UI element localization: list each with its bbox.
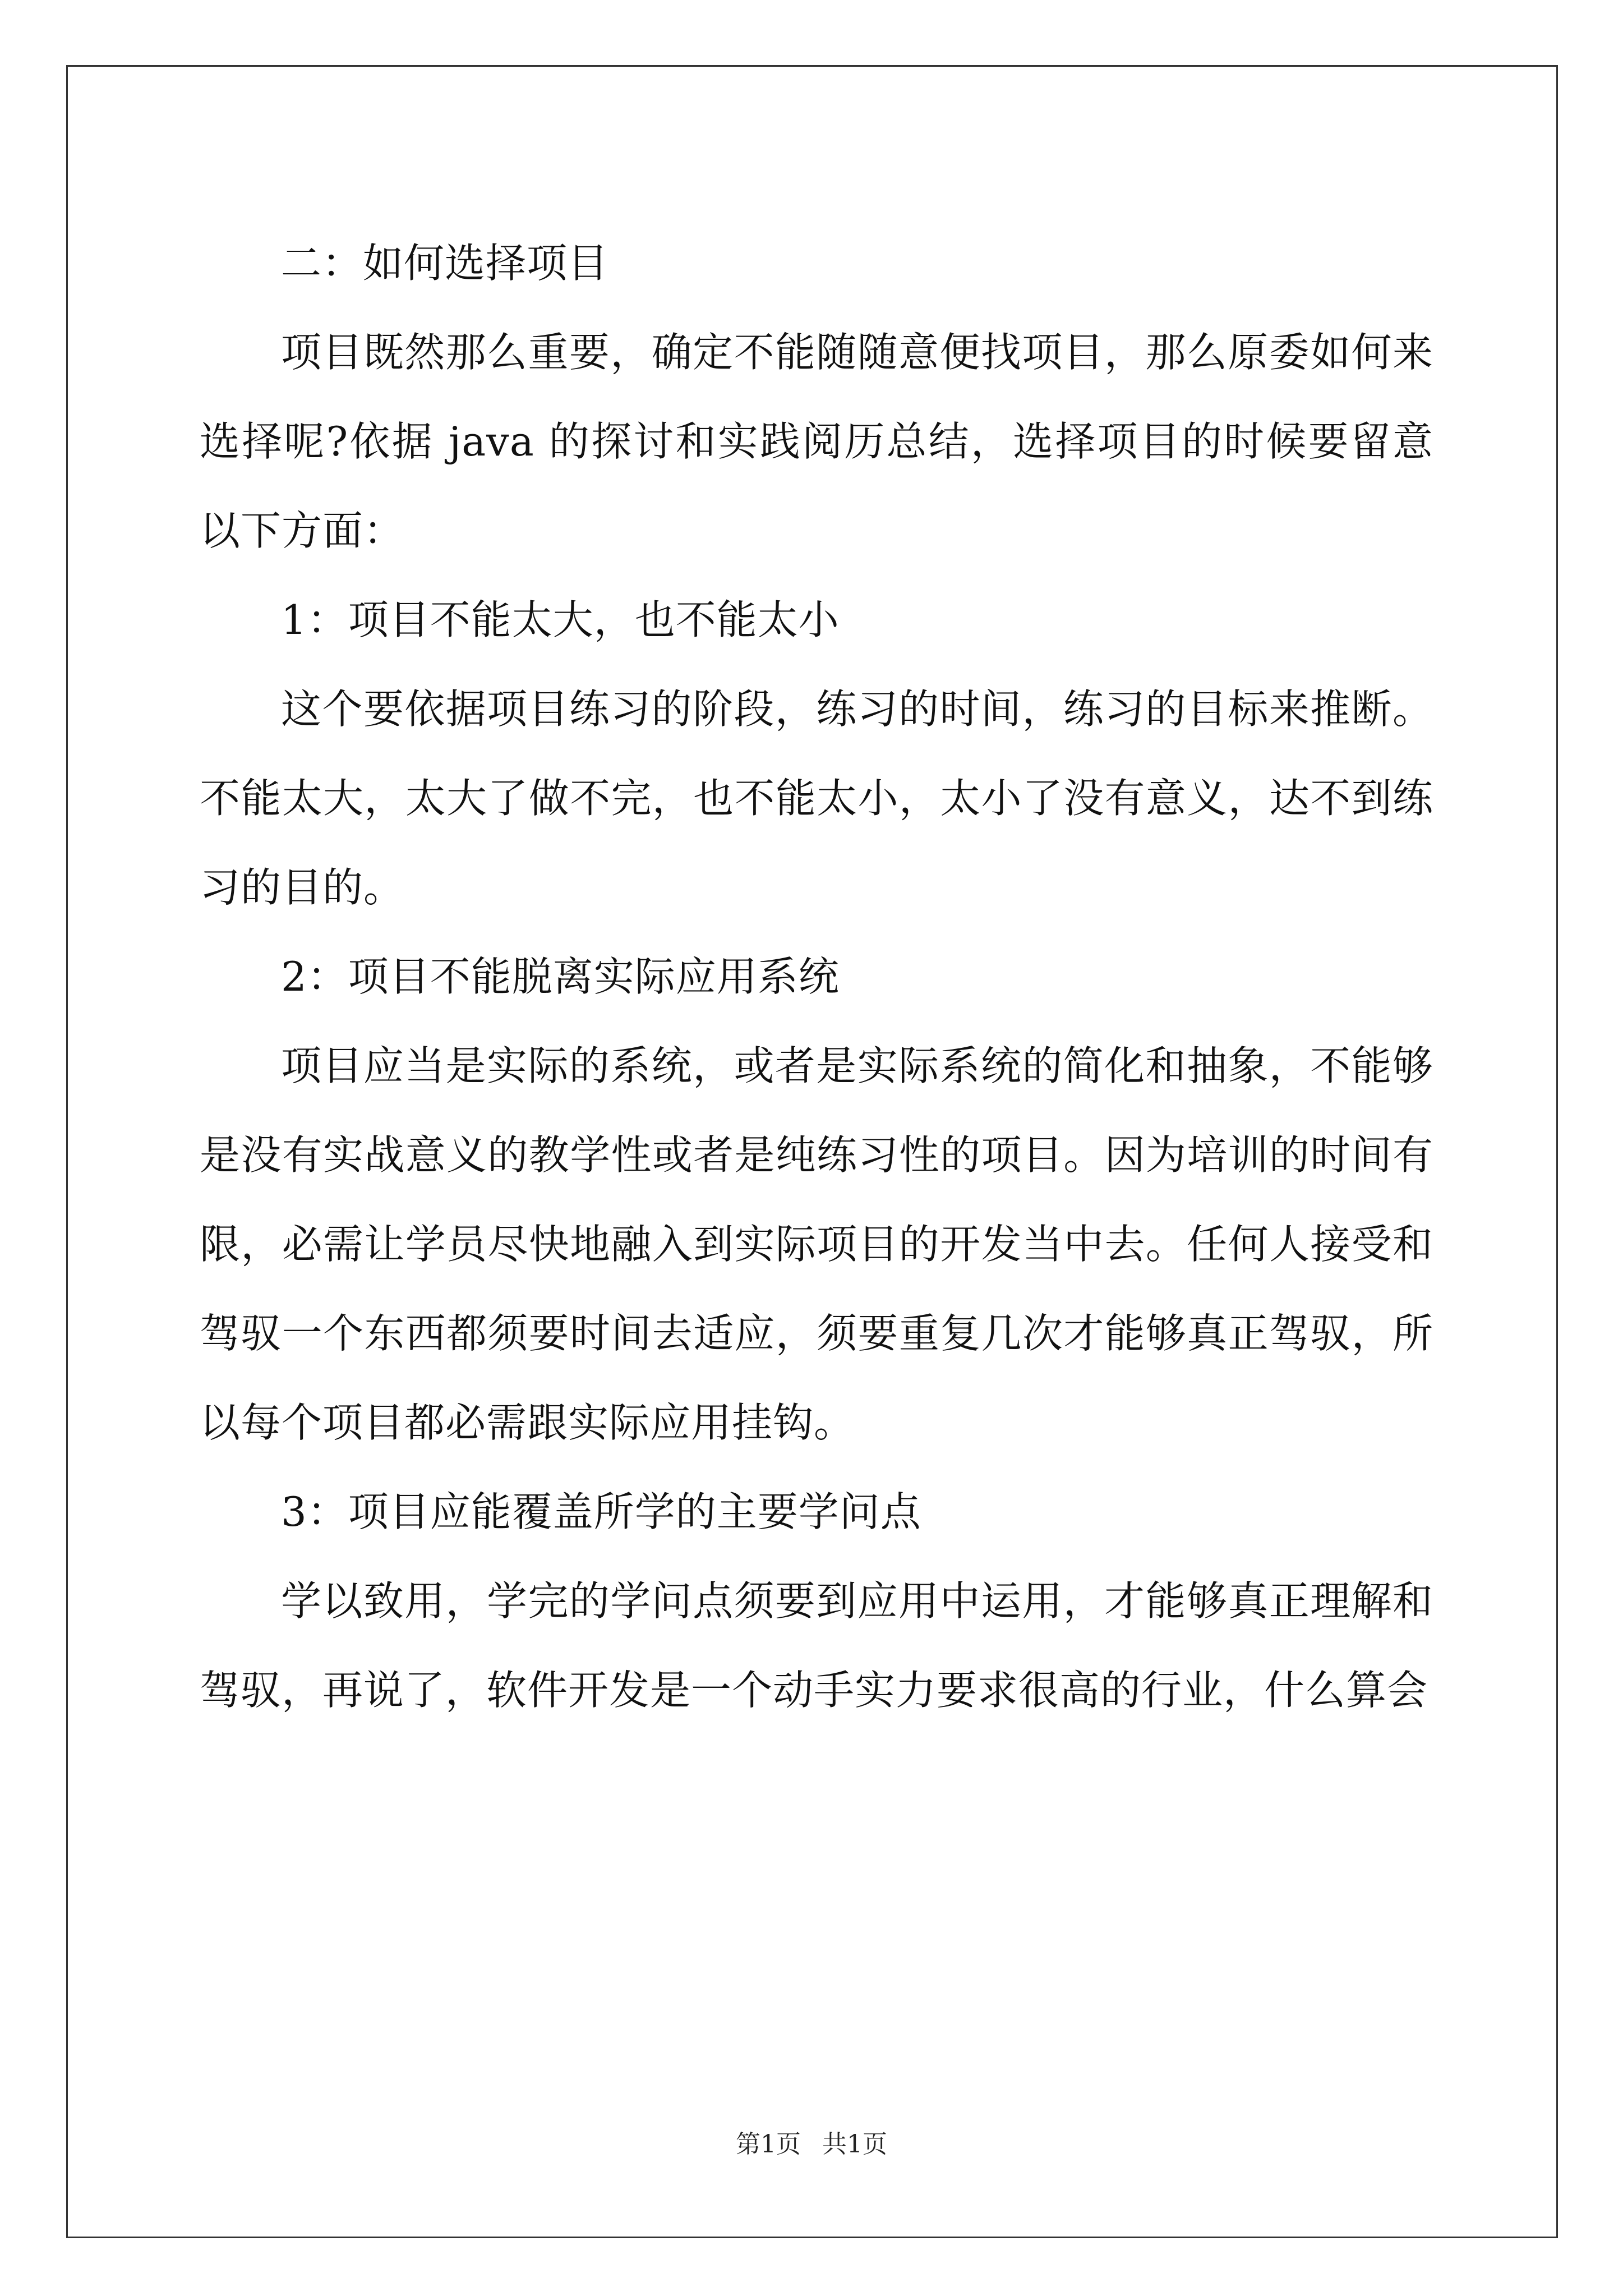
document-body [200,219,1433,1735]
body-paragraph: 项目既然那么重要，确定不能随随意便找项目，那么原委如何来选择呢?依据 java 的探讨和实践阅历总结，选择项目的时候要留意以下方面： [200,329,1433,554]
section-heading: 二：如何选择项目 [281,240,609,287]
list-item-heading: 2：项目不能脱离实际应用系统 [281,953,840,1000]
list-item-heading: 3：项目应能覆盖所学的主要学问点 [281,1488,921,1535]
page-footer [0,2124,1623,2160]
body-paragraph: 学以致用，学完的学问点须要到应用中运用，才能够真正理解和驾驭，再说了，软件开发是一个动手实力要求很高的行业，什么算会 [200,1577,1433,1714]
page-number-current: 第1页 [736,2130,801,2159]
page-number-total: 共1页 [822,2130,887,2159]
body-paragraph: 这个要依据项目练习的阶段，练习的时间，练习的目标来推断。不能太大，太大了做不完，也不能太小，太小了没有意义，达不到练习的目的。 [200,685,1433,911]
body-paragraph: 项目应当是实际的系统，或者是实际系统的简化和抽象，不能够是没有实战意义的教学性或者是纯练习性的项目。因为培训的时间有限，必需让学员尽快地融入到实际项目的开发当中去。任何人接受和驾驭一个东西都须要时间去适应，须要重复几次才能够真正驾驭，所以每个项目都必需跟实际应用挂钩。 [200,1042,1433,1446]
list-item-heading: 1：项目不能太大，也不能太小 [281,596,840,643]
